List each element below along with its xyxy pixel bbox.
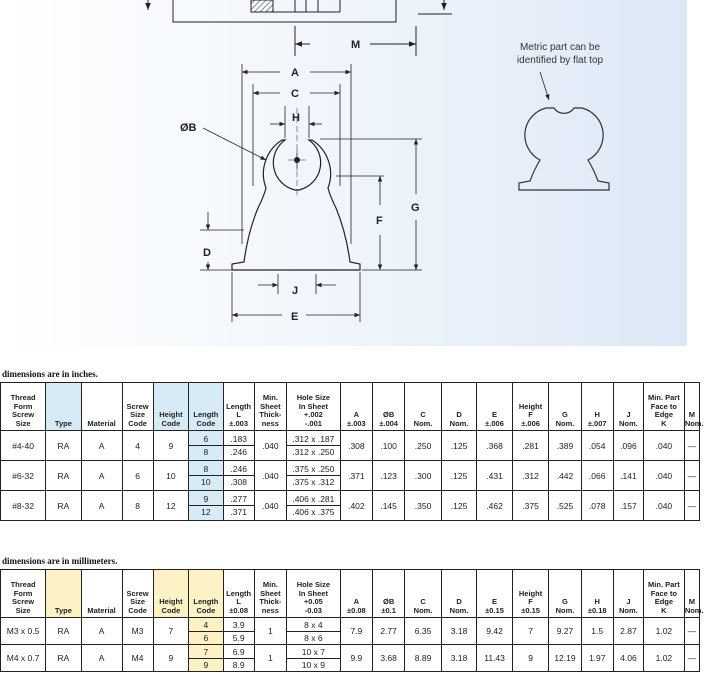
table-cell-d: .125 bbox=[441, 461, 476, 491]
table-cell-m: — bbox=[684, 461, 699, 491]
column-header: Screw Size Code bbox=[122, 570, 153, 618]
table-cell-b: .100 bbox=[373, 431, 405, 461]
column-header: Hole Size In Sheet +.002 -.001 bbox=[286, 383, 340, 431]
table-cell-hole bbox=[286, 618, 340, 645]
column-header: Thread Form Screw Size bbox=[1, 570, 46, 618]
table-cell-min-sheet: .040 bbox=[254, 491, 286, 521]
table-subcell: 8 bbox=[189, 463, 222, 476]
table-cell-e: 11.43 bbox=[477, 645, 512, 672]
table-cell-f: .312 bbox=[512, 461, 549, 491]
dimension-lines bbox=[200, 64, 422, 322]
column-header: ØB ±0.1 bbox=[373, 570, 405, 618]
table-cell-m: — bbox=[684, 431, 699, 461]
table-cell-height-code: 7 bbox=[153, 618, 188, 645]
table-row bbox=[1, 461, 700, 491]
column-header: Height F ±.006 bbox=[512, 383, 549, 431]
table-cell-a: .371 bbox=[340, 461, 372, 491]
table-row bbox=[1, 491, 700, 521]
table-cell-length bbox=[223, 431, 254, 461]
column-header: M Nom. bbox=[684, 570, 699, 618]
table-cell-screw-code: M4 bbox=[122, 645, 153, 672]
table-cell-k: .040 bbox=[643, 431, 684, 461]
table-subcell: .308 bbox=[230, 477, 247, 487]
table-cell-min-sheet: .040 bbox=[254, 461, 286, 491]
column-header: H ±.007 bbox=[581, 383, 613, 431]
table-subcell: 6 bbox=[203, 632, 209, 643]
table-cell-hole bbox=[286, 461, 340, 491]
table-cell-c: 6.35 bbox=[405, 618, 442, 645]
column-header: Material bbox=[81, 570, 122, 618]
table-subcell: 8 bbox=[203, 447, 209, 457]
table-cell-b: 2.77 bbox=[373, 618, 405, 645]
mm-dimensions-table bbox=[0, 569, 704, 672]
table-cell-d: 3.18 bbox=[441, 645, 476, 672]
table-cell-g: 12.19 bbox=[549, 645, 581, 672]
technical-drawing bbox=[0, 0, 687, 346]
column-header: D Nom. bbox=[441, 383, 476, 431]
dim-label-a: A bbox=[291, 67, 299, 79]
clip-profile bbox=[232, 108, 360, 270]
dim-label-m: M bbox=[351, 39, 361, 51]
table-cell-d: 3.18 bbox=[441, 618, 476, 645]
table-cell-h: 1.97 bbox=[581, 645, 613, 672]
table-cell-material: A bbox=[81, 491, 122, 521]
table-subcell: 10 bbox=[201, 477, 211, 487]
table-cell-height-code: 12 bbox=[153, 491, 188, 521]
column-header: Thread Form Screw Size bbox=[1, 383, 46, 431]
column-header: Screw Size Code bbox=[122, 383, 153, 431]
dim-label-j: J bbox=[292, 285, 299, 297]
table-cell-g: .525 bbox=[549, 491, 581, 521]
table-subcell: 12 bbox=[201, 507, 211, 517]
table-subcell: 3.9 bbox=[224, 619, 254, 632]
column-header: Min. Part Face to Edge K bbox=[643, 383, 684, 431]
table-cell-screw-code: M3 bbox=[122, 618, 153, 645]
table-cell-g: 9.27 bbox=[549, 618, 581, 645]
dim-label-g: G bbox=[411, 202, 420, 214]
table-subcell: .183 bbox=[224, 433, 254, 446]
table-subcell: 6 bbox=[189, 433, 222, 446]
table-cell-c: .300 bbox=[405, 461, 442, 491]
table-cell-height-code: 10 bbox=[153, 461, 188, 491]
dim-label-f: F bbox=[376, 215, 383, 227]
table-cell-length-code bbox=[189, 431, 223, 461]
mm-table-caption: dimensions are in millimeters. bbox=[2, 556, 118, 566]
table-subcell: 9 bbox=[189, 493, 222, 506]
table-cell-c: .250 bbox=[405, 431, 442, 461]
table-cell-m: — bbox=[684, 491, 699, 521]
table-subcell: 7 bbox=[189, 646, 222, 659]
table-subcell: .246 bbox=[230, 447, 247, 457]
table-cell-j: 4.06 bbox=[613, 645, 643, 672]
table-cell-h: .054 bbox=[581, 431, 613, 461]
table-cell-type: RA bbox=[46, 618, 81, 645]
dim-label-h: H bbox=[292, 112, 300, 124]
column-header: G Nom. bbox=[549, 570, 581, 618]
table-cell-a: 7.9 bbox=[340, 618, 372, 645]
column-header: Type bbox=[46, 383, 81, 431]
table-cell-e: .368 bbox=[477, 431, 512, 461]
table-cell-hole bbox=[286, 645, 340, 672]
table-cell-material: A bbox=[81, 618, 122, 645]
column-header: Min. Sheet Thick- ness bbox=[254, 383, 286, 431]
table-subcell: 9 bbox=[203, 659, 209, 670]
column-header: Length L ±0.08 bbox=[223, 570, 254, 618]
table-cell-m: — bbox=[684, 645, 699, 672]
table-cell-g: .389 bbox=[549, 431, 581, 461]
table-subcell: 8.9 bbox=[232, 659, 245, 670]
table-cell-length-code bbox=[189, 645, 223, 672]
inch-dimensions-table bbox=[0, 382, 704, 521]
table-cell-a: .402 bbox=[340, 491, 372, 521]
table-cell-thread: M3 x 0.5 bbox=[1, 618, 46, 645]
column-header: J Nom. bbox=[613, 570, 643, 618]
table-cell-length bbox=[223, 645, 254, 672]
table-cell-length-code bbox=[189, 461, 223, 491]
table-cell-height-code: 9 bbox=[153, 431, 188, 461]
column-header: Hole Size In Sheet +0.05 -0.03 bbox=[286, 570, 340, 618]
column-header: D Nom. bbox=[441, 570, 476, 618]
metric-note-line-2: identified by flat top bbox=[516, 55, 604, 66]
table-cell-h: 1.5 bbox=[581, 618, 613, 645]
table-cell-thread: #8-32 bbox=[1, 491, 46, 521]
table-cell-j: .141 bbox=[613, 461, 643, 491]
table-cell-f: .281 bbox=[512, 431, 549, 461]
column-header: J Nom. bbox=[613, 383, 643, 431]
table-cell-thread: #4-40 bbox=[1, 431, 46, 461]
table-cell-d: .125 bbox=[441, 491, 476, 521]
table-cell-k: 1.02 bbox=[643, 645, 684, 672]
table-cell-material: A bbox=[81, 431, 122, 461]
dim-label-c: C bbox=[291, 88, 299, 100]
table-cell-h: .066 bbox=[581, 461, 613, 491]
table-cell-screw-code: 4 bbox=[122, 431, 153, 461]
column-header: Type bbox=[46, 570, 81, 618]
column-header: Length L ±.003 bbox=[223, 383, 254, 431]
table-cell-e: 9.42 bbox=[477, 618, 512, 645]
table-cell-f: 7 bbox=[512, 618, 549, 645]
dim-label-e: E bbox=[291, 311, 299, 323]
table-cell-length-code bbox=[189, 618, 223, 645]
table-cell-c: .350 bbox=[405, 491, 442, 521]
column-header: E ±.006 bbox=[477, 383, 512, 431]
metric-note-line-1: Metric part can be bbox=[519, 42, 601, 53]
table-cell-b: .145 bbox=[373, 491, 405, 521]
table-cell-d: .125 bbox=[441, 431, 476, 461]
table-subcell: 4 bbox=[189, 619, 222, 632]
column-header: Height Code bbox=[153, 383, 188, 431]
table-cell-j: .096 bbox=[613, 431, 643, 461]
table-cell-f: .375 bbox=[512, 491, 549, 521]
table-cell-g: .442 bbox=[549, 461, 581, 491]
table-subcell: .375 x .250 bbox=[287, 463, 340, 476]
table-subcell: 6.9 bbox=[224, 646, 254, 659]
column-header: Min. Sheet Thick- ness bbox=[254, 570, 286, 618]
fastener-diagram bbox=[0, 0, 687, 346]
table-cell-hole bbox=[286, 431, 340, 461]
column-header: Length Code bbox=[189, 570, 223, 618]
table-cell-a: 9.9 bbox=[340, 645, 372, 672]
table-subcell: 10 x 9 bbox=[301, 659, 325, 670]
table-subcell: .312 x .250 bbox=[292, 447, 335, 457]
top-section-view bbox=[148, 0, 452, 56]
table-cell-k: .040 bbox=[643, 461, 684, 491]
column-header: M Nom. bbox=[684, 383, 699, 431]
table-cell-type: RA bbox=[46, 461, 81, 491]
table-subcell: .312 x .187 bbox=[287, 433, 340, 446]
metric-note-leader bbox=[540, 72, 549, 100]
column-header: ØB ±.004 bbox=[373, 383, 405, 431]
column-header: A ±.003 bbox=[340, 383, 372, 431]
table-cell-b: 3.68 bbox=[373, 645, 405, 672]
column-header: H ±0.18 bbox=[581, 570, 613, 618]
column-header: Length Code bbox=[189, 383, 223, 431]
table-cell-e: .462 bbox=[477, 491, 512, 521]
table-cell-h: .078 bbox=[581, 491, 613, 521]
column-header: Material bbox=[81, 383, 122, 431]
table-cell-e: .431 bbox=[477, 461, 512, 491]
table-cell-f: 9 bbox=[512, 645, 549, 672]
table-cell-length bbox=[223, 618, 254, 645]
table-row bbox=[1, 431, 700, 461]
table-cell-type: RA bbox=[46, 491, 81, 521]
table-subcell: 8 x 6 bbox=[304, 632, 323, 643]
column-header: G Nom. bbox=[549, 383, 581, 431]
table-cell-k: 1.02 bbox=[643, 618, 684, 645]
table-cell-j: .157 bbox=[613, 491, 643, 521]
table-row bbox=[1, 645, 700, 672]
table-subcell: 10 x 7 bbox=[287, 646, 340, 659]
table-cell-m: — bbox=[684, 618, 699, 645]
column-header: Height F ±0.15 bbox=[512, 570, 549, 618]
column-header: E ±0.15 bbox=[477, 570, 512, 618]
table-cell-k: .040 bbox=[643, 491, 684, 521]
table-cell-material: A bbox=[81, 645, 122, 672]
inch-table-caption: dimensions are in inches. bbox=[2, 369, 98, 379]
column-header: Min. Part Face to Edge K bbox=[643, 570, 684, 618]
table-cell-j: 2.87 bbox=[613, 618, 643, 645]
table-cell-type: RA bbox=[46, 431, 81, 461]
table-subcell: .277 bbox=[224, 493, 254, 506]
table-cell-thread: #6-32 bbox=[1, 461, 46, 491]
table-subcell: .406 x .281 bbox=[287, 493, 340, 506]
table-cell-length bbox=[223, 491, 254, 521]
table-cell-b: .123 bbox=[373, 461, 405, 491]
table-cell-screw-code: 6 bbox=[122, 461, 153, 491]
table-subcell: .246 bbox=[224, 463, 254, 476]
table-subcell: 8 x 4 bbox=[287, 619, 340, 632]
table-cell-height-code: 9 bbox=[153, 645, 188, 672]
column-header: A ±0.08 bbox=[340, 570, 372, 618]
column-header: C Nom. bbox=[405, 570, 442, 618]
table-cell-type: RA bbox=[46, 645, 81, 672]
table-subcell: .375 x .312 bbox=[292, 477, 335, 487]
table-row bbox=[1, 618, 700, 645]
table-cell-min-sheet: 1 bbox=[254, 618, 286, 645]
dim-label-d: D bbox=[203, 247, 211, 259]
table-cell-c: 8.89 bbox=[405, 645, 442, 672]
column-header: C Nom. bbox=[405, 383, 442, 431]
table-cell-a: .308 bbox=[340, 431, 372, 461]
table-subcell: 5.9 bbox=[232, 632, 245, 643]
table-cell-hole bbox=[286, 491, 340, 521]
table-cell-length-code bbox=[189, 491, 223, 521]
dim-label-b: ØB bbox=[180, 122, 197, 134]
table-subcell: .371 bbox=[230, 507, 247, 517]
table-cell-thread: M4 x 0.7 bbox=[1, 645, 46, 672]
table-subcell: .406 x .375 bbox=[292, 507, 335, 517]
table-cell-length bbox=[223, 461, 254, 491]
table-cell-screw-code: 8 bbox=[122, 491, 153, 521]
table-cell-material: A bbox=[81, 461, 122, 491]
column-header: Height Code bbox=[153, 570, 188, 618]
metric-part-profile bbox=[519, 108, 609, 190]
table-cell-min-sheet: .040 bbox=[254, 431, 286, 461]
table-cell-min-sheet: 1 bbox=[254, 645, 286, 672]
